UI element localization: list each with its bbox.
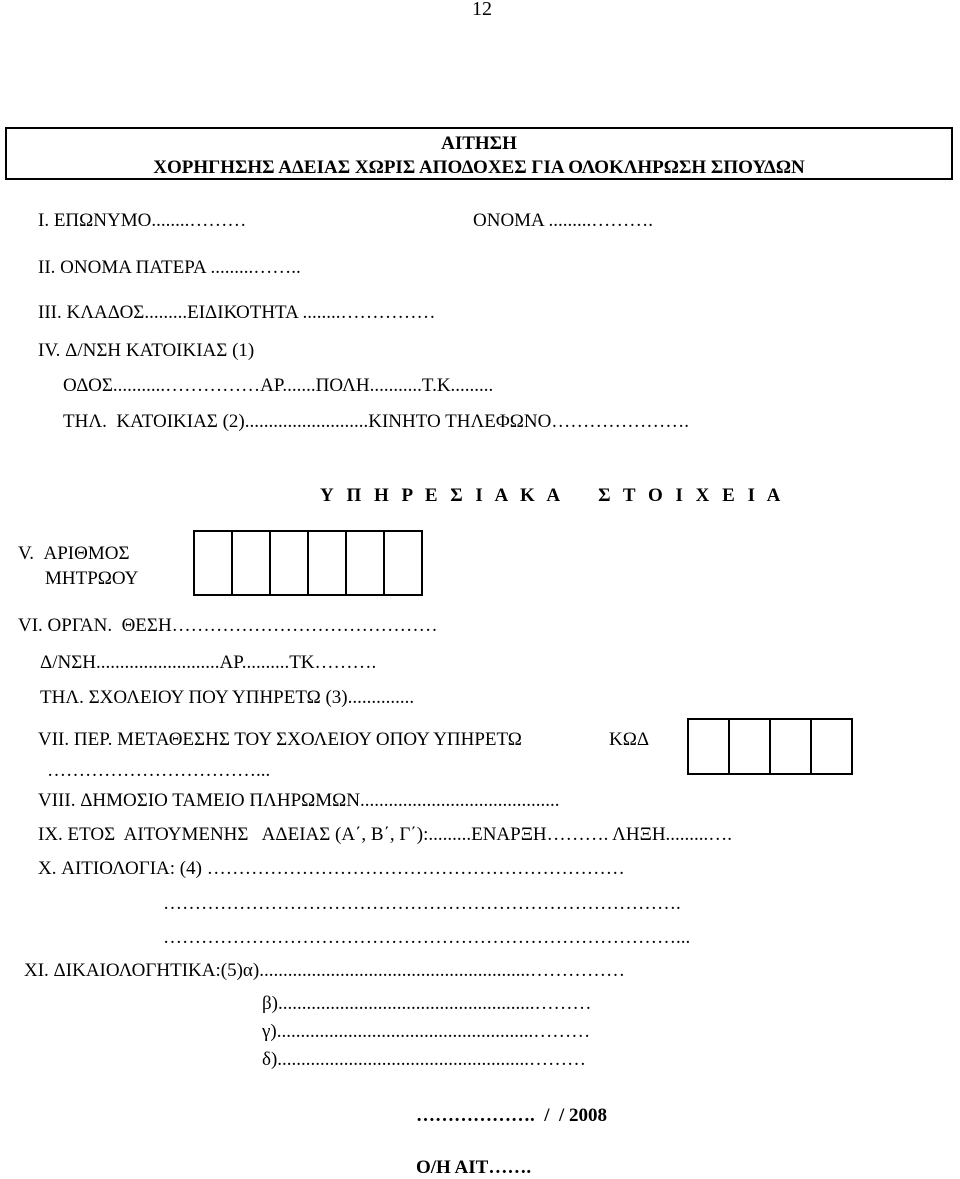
school-address-field[interactable]: Δ/ΝΣΗ..........................ΑΡ..........ΤΚ………. (40, 652, 377, 673)
documents-a-field[interactable]: XI. ΔΙΚΑΙΟΛΟΓΗΤΙΚΑ:(5)α).........................................................…………… (24, 960, 625, 981)
registry-label-2: ΜΗΤΡΩΟΥ (45, 568, 139, 589)
phones-field[interactable]: ΤΗΛ. ΚΑΤΟΙΚΙΑΣ (2)..........................ΚΙΝΗΤΟ ΤΗΛΕΦΩΝΟ…………………. (63, 411, 690, 432)
registry-digit-box[interactable] (345, 530, 385, 596)
registry-digit-box[interactable] (269, 530, 309, 596)
date-field[interactable]: ………………. / / 2008 (416, 1105, 608, 1126)
signature-label: Ο/Η ΑΙΤ……. (416, 1157, 532, 1178)
registry-number-boxes (193, 530, 421, 596)
justification-line-3[interactable]: ………………………………………………………………………... (163, 927, 691, 948)
name-field[interactable]: ΟΝΟΜΑ .........………. (473, 210, 653, 231)
transfer-field[interactable]: VII. ΠΕΡ. ΜΕΤΑΘΕΣΗΣ ΤΟΥ ΣΧΟΛΕΙΟΥ ΟΠΟΥ ΥΠΗΡΕΤΩ (38, 729, 522, 750)
code-label: ΚΩΔ (609, 729, 650, 750)
code-digit-box[interactable] (810, 718, 853, 775)
page-number: 12 (472, 0, 492, 20)
code-digit-box[interactable] (728, 718, 771, 775)
form-title: ΑΙΤΗΣΗ (441, 133, 517, 154)
documents-d-field[interactable]: δ).....................................................……… (262, 1049, 587, 1070)
home-address-header: ΙV. Δ/ΝΣΗ ΚΑΤΟΙΚΙΑΣ (1) (38, 340, 255, 361)
documents-b-field[interactable]: β)......................................................……… (262, 993, 592, 1014)
service-data-header: Υ Π Η Ρ Ε Σ Ι Α Κ Α Σ Τ Ο Ι Χ Ε Ι Α (320, 485, 785, 506)
school-phone-field[interactable]: ΤΗΛ. ΣΧΟΛΕΙΟΥ ΠΟΥ ΥΠΗΡΕΤΩ (3).............. (40, 687, 415, 708)
form-subtitle: ΧΟΡΗΓΗΣΗΣ ΑΔΕΙΑΣ ΧΩΡΙΣ ΑΠΟΔΟΧΕΣ ΓΙΑ ΟΛΟΚΛΗΡΩΣΗ ΣΠΟΥΔΩΝ (153, 157, 805, 178)
justification-line-2[interactable]: ………………………………………………………………………. (163, 893, 681, 914)
registry-digit-box[interactable] (383, 530, 423, 596)
surname-field[interactable]: Ι. ΕΠΩΝΥΜΟ........……… (38, 210, 252, 231)
documents-c-field[interactable]: γ)......................................................……… (262, 1021, 591, 1042)
code-digit-box[interactable] (687, 718, 730, 775)
transfer-continuation[interactable]: ……………………………... (47, 760, 271, 781)
position-field[interactable]: VI. ΟΡΓΑΝ. ΘΕΣΗ…………………………………… (18, 615, 438, 636)
registry-digit-box[interactable] (307, 530, 347, 596)
branch-field[interactable]: ΙΙΙ. ΚΛΑΔΟΣ.........ΕΙΔΙΚΟΤΗΤΑ ........…………… (38, 302, 441, 323)
code-boxes (687, 718, 851, 775)
justification-field[interactable]: X. ΑΙΤΙΟΛΟΓΙΑ: (4) ………………………………………………………… (38, 858, 625, 879)
leave-year-field[interactable]: IX. ΕΤΟΣ ΑΙΤΟΥΜΕΝΗΣ ΑΔΕΙΑΣ (Α΄, Β΄, Γ΄):.........ΕΝΑΡΞΗ………. ΛΗΞΗ.........…. (38, 824, 733, 845)
title-box (5, 127, 953, 180)
treasury-field[interactable]: VIII. ΔΗΜΟΣΙΟ ΤΑΜΕΙΟ ΠΛΗΡΩΜΩΝ.......................................... (38, 790, 560, 811)
registry-digit-box[interactable] (231, 530, 271, 596)
registry-digit-box[interactable] (193, 530, 233, 596)
street-field[interactable]: ΟΔΟΣ...........……………ΑΡ.......ΠΟΛΗ...........Τ.Κ......... (63, 375, 494, 396)
code-digit-box[interactable] (769, 718, 812, 775)
registry-label-1: V. ΑΡΙΘΜΟΣ (18, 543, 130, 564)
father-name-field[interactable]: ΙΙ. ΟΝΟΜΑ ΠΑΤΕΡΑ .........…….. (38, 257, 301, 278)
